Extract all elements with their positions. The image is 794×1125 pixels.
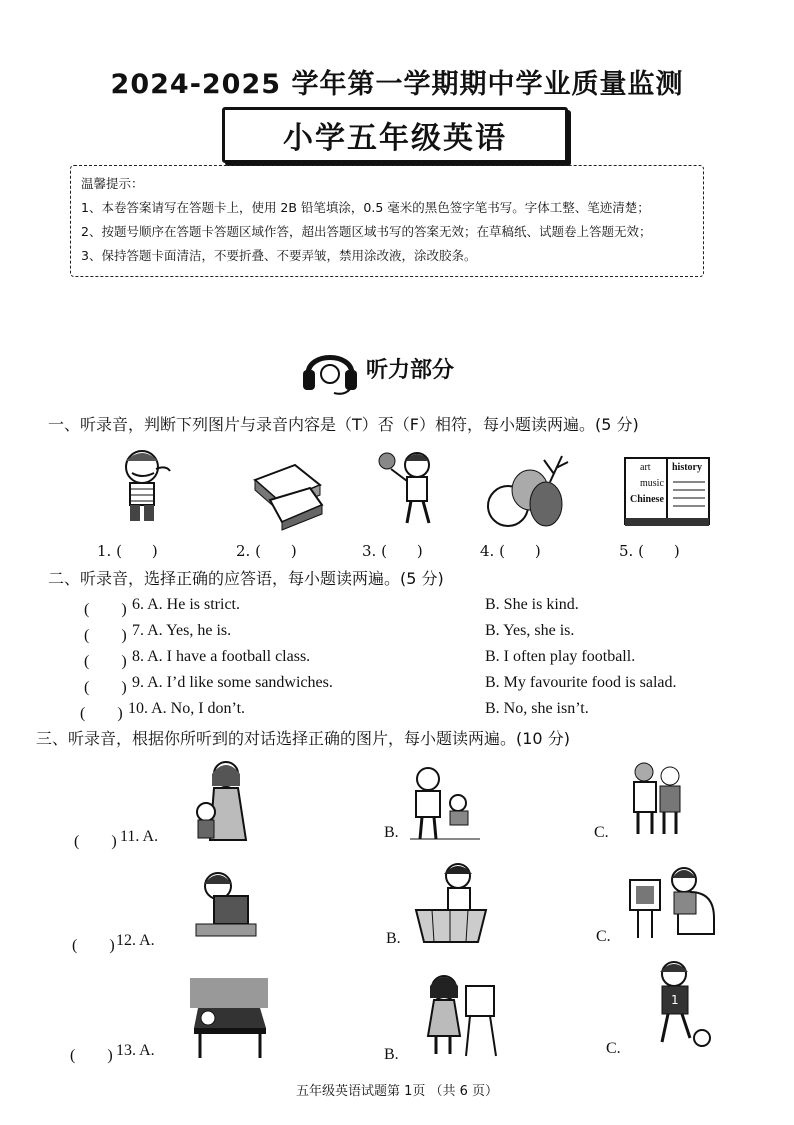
girl-painting-picture xyxy=(420,972,500,1058)
mother-and-child-picture xyxy=(190,760,250,844)
notice-line-2: 2、按题号顺序在答题卡答题区域作答，超出答题区域书写的答案无效；在草稿纸、试题卷上答题无效； xyxy=(81,224,652,239)
q11-option-c[interactable]: C. xyxy=(594,824,609,841)
notice-line-3: 3、保持答题卡面清洁，不要折叠、不要弄皱，禁用涂改液，涂改胶条。 xyxy=(81,248,477,263)
q6-paren[interactable]: ( ) xyxy=(84,601,127,618)
q13-option-a[interactable]: 13. A. xyxy=(116,1042,155,1059)
notice-box xyxy=(70,165,704,277)
listening-heading-text: 听力部分 xyxy=(366,357,455,383)
q12-option-a[interactable]: 12. A. xyxy=(116,932,155,949)
q11-option-a[interactable]: 11. A. xyxy=(120,828,159,845)
q12-paren[interactable]: ( ) xyxy=(72,937,115,954)
q8-option-a: 8. A. I have a football class. xyxy=(132,648,311,665)
boy-playing-basketball-picture xyxy=(375,447,445,532)
q12-option-c[interactable]: C. xyxy=(596,928,611,945)
q12-option-b[interactable]: B. xyxy=(386,930,401,947)
book-word-music: music xyxy=(640,478,664,489)
q11-paren[interactable]: ( ) xyxy=(74,833,117,850)
q9-option-b: B. My favourite food is salad. xyxy=(485,674,677,691)
q9-paren[interactable]: ( ) xyxy=(84,679,127,696)
q10-option-b: B. No, she isn’t. xyxy=(485,700,589,717)
q7-option-b: B. Yes, she is. xyxy=(485,622,575,639)
q10-paren[interactable]: ( ) xyxy=(80,705,123,722)
q6-option-a: 6. A. He is strict. xyxy=(132,596,240,613)
section3-instruction: 三、听录音，根据你所听到的对话选择正确的图片，每小题读两遍。(10 分) xyxy=(36,729,570,748)
notice-heading: 温馨提示： xyxy=(81,176,144,191)
old-couple-picture xyxy=(628,760,688,836)
notice-line-1: 1、本卷答案请写在答题卡上，使用 2B 铅笔填涂，0.5 毫米的黑色签字笔书写。字体工整、笔迹清楚； xyxy=(81,200,650,215)
book-word-chinese: Chinese xyxy=(630,494,664,505)
q13-paren[interactable]: ( ) xyxy=(70,1047,113,1064)
page-footer: 五年级英语试题第 1页 （共 6 页） xyxy=(295,1084,499,1099)
q4-answer[interactable]: 4. ( ) xyxy=(480,542,541,560)
book-word-history: history xyxy=(672,462,702,473)
q7-paren[interactable]: ( ) xyxy=(84,627,127,644)
boy-watching-tv-picture xyxy=(628,862,716,942)
section2-instruction: 二、听录音，选择正确的应答语，每小题读两遍。(5 分) xyxy=(48,569,444,588)
listening-heading xyxy=(300,340,454,396)
q3-answer[interactable]: 3. ( ) xyxy=(362,542,423,560)
girl-washing-clothes-picture xyxy=(412,860,492,944)
q6-option-b: B. She is kind. xyxy=(485,596,579,613)
boy-playing-football-picture xyxy=(644,958,714,1048)
exam-title: 2024-2025 学年第一学期期中学业质量监测 xyxy=(110,69,684,100)
q2-answer[interactable]: 2. ( ) xyxy=(236,542,297,560)
q7-option-a: 7. A. Yes, he is. xyxy=(132,622,232,639)
exam-subtitle: 小学五年级英语 xyxy=(222,107,568,163)
q8-option-b: B. I often play football. xyxy=(485,648,636,665)
section1-instruction: 一、听录音，判断下列图片与录音内容是（T）否（F）相符，每小题读两遍。(5 分) xyxy=(48,415,639,434)
boy-reading-picture xyxy=(192,868,262,940)
q1-answer[interactable]: 1. ( ) xyxy=(97,542,158,560)
book-words xyxy=(630,460,664,508)
svg-text:1: 1 xyxy=(671,993,679,1007)
q11-option-b[interactable]: B. xyxy=(384,824,399,841)
q8-paren[interactable]: ( ) xyxy=(84,653,127,670)
book-word-art: art xyxy=(640,462,651,473)
q10-option-a: 10. A. No, I don’t. xyxy=(128,700,246,717)
boy-with-mustache-picture xyxy=(110,447,180,529)
child-playing-piano-picture xyxy=(190,978,270,1060)
q13-option-b[interactable]: B. xyxy=(384,1046,399,1063)
q9-option-a: 9. A. I’d like some sandwiches. xyxy=(132,674,333,691)
q13-option-c[interactable]: C. xyxy=(606,1040,621,1057)
q5-answer[interactable]: 5. ( ) xyxy=(619,542,680,560)
sandwich-picture xyxy=(250,460,325,530)
headphones-icon xyxy=(300,340,360,396)
father-and-child-picture xyxy=(410,765,480,841)
fruit-picture xyxy=(484,452,574,532)
